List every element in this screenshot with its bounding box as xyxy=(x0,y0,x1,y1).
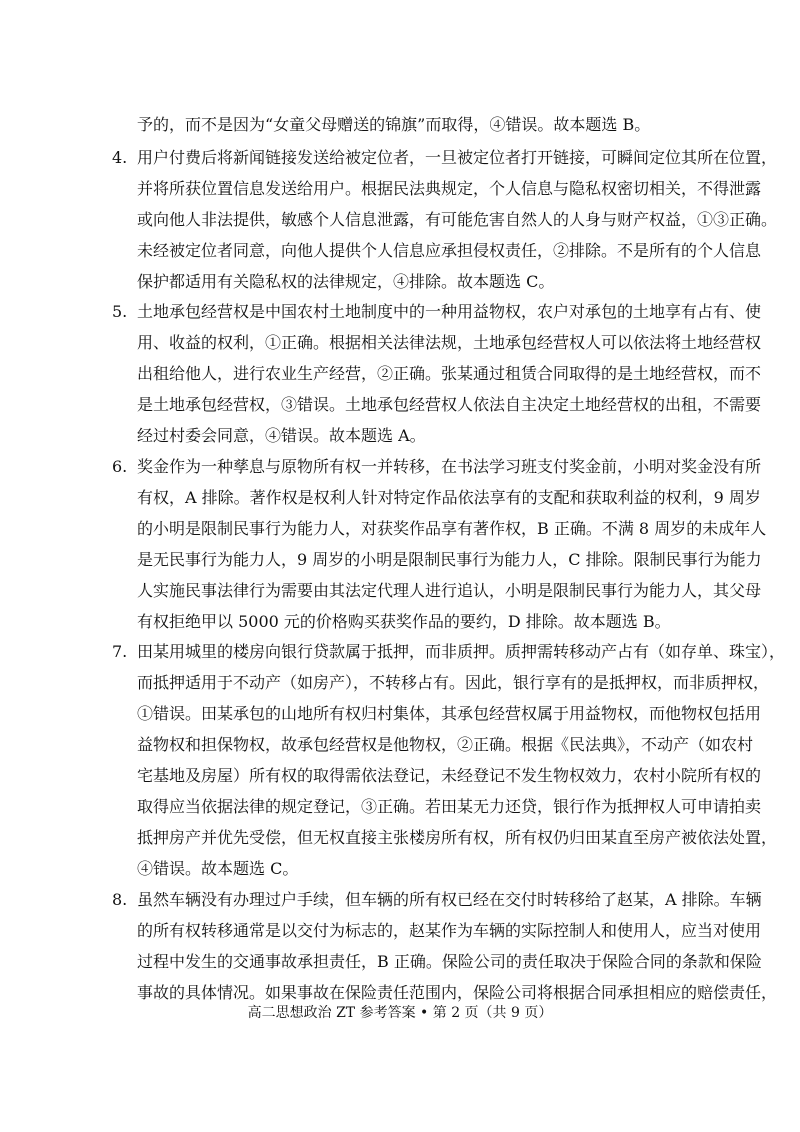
item-line: 抵押房产并优先受偿，但无权直接主张楼房所有权，所有权仍归田某直至房产被依法处置， xyxy=(137,828,778,847)
item-number: 4. xyxy=(112,148,128,167)
item-line: 田某用城里的楼房向银行贷款属于抵押，而非质押。质押需转移动产占有（如存单、珠宝）， xyxy=(137,642,786,661)
item-number: 8. xyxy=(112,890,128,909)
answer-item-6 xyxy=(112,451,767,637)
item-line: 用户付费后将新闻链接发送给被定位者，一旦被定位者打开链接，可瞬间定位其所在位置， xyxy=(137,148,778,167)
item-line: 虽然车辆没有办理过户手续，但车辆的所有权已经在交付时转移给了赵某，A 排除。车辆 xyxy=(137,890,762,909)
item-line: 宅基地及房屋）所有权的取得需依法登记，未经登记不发生物权效力，农村小院所有权的 xyxy=(137,766,762,785)
item-line: 有权，A 排除。著作权是权利人针对特定作品依法享有的支配和获取利益的权利，9 周岁 xyxy=(137,488,761,507)
item-line: 经过村委会同意，④错误。故本题选 A。 xyxy=(137,426,426,445)
item-line: 而抵押适用于不动产（如房产），不转移占有。因此，银行享有的是抵押权，而非质押权， xyxy=(137,673,770,692)
item-line: 取得应当依据法律的规定登记，③正确。若田某无力还贷，银行作为抵押权人可申请拍卖 xyxy=(137,797,762,816)
item-number: 7. xyxy=(112,642,128,661)
item-line: 土地承包经营权是中国农村土地制度中的一种用益物权，农户对承包的土地享有占有、使 xyxy=(137,302,762,321)
item-line: 有权拒绝甲以 5000 元的价格购买获奖作品的要约，D 排除。故本题选 B。 xyxy=(137,612,671,631)
item-line: 是土地承包经营权，③错误。土地承包经营权人依法自主决定土地经营权的出租，不需要 xyxy=(137,395,762,414)
page-footer: 高二思想政治 ZT 参考答案 • 第 2 页（共 9 页） xyxy=(247,1005,553,1021)
answer-item-7 xyxy=(112,636,786,884)
answer-item-4 xyxy=(112,142,778,297)
item-line: 并将所获位置信息发送给用户。根据民法典规定，个人信息与隐私权密切相关，不得泄露 xyxy=(137,179,762,198)
item-line: 保护都适用有关隐私权的法律规定，④排除。故本题选 C。 xyxy=(137,272,555,291)
item-line: ④错误。故本题选 C。 xyxy=(137,859,299,878)
item-line: ①错误。田某承包的山地所有权归村集体，其承包经营权属于用益物权，而他物权包括用 xyxy=(137,704,762,723)
answer-item-5 xyxy=(112,296,762,451)
item-line: 益物权和担保物权，故承包经营权是他物权，②正确。根据《民法典》，不动产（如农村 xyxy=(137,735,754,754)
item-line: 过程中发生的交通事故承担责任，B 正确。保险公司的责任取决于保险合同的条款和保险 xyxy=(137,952,762,971)
item-line: 的小明是限制民事行为能力人，对获奖作品享有著作权，B 正确。不满 8 周岁的未成年人 xyxy=(137,519,767,538)
continued-paragraph: 予的，而不是因为“女童父母赠送的锦旗”而取得，④错误。故本题选 B。 xyxy=(137,115,651,134)
answer-item-8 xyxy=(112,884,778,1008)
item-number: 5. xyxy=(112,302,128,321)
item-line: 事故的具体情况。如果事故在保险责任范围内，保险公司将根据合同承担相应的赔偿责任， xyxy=(137,983,778,1002)
item-line: 用、收益的权利，①正确。根据相关法律法规，土地承包经营权人可以依法将土地经营权 xyxy=(137,333,762,352)
item-number: 6. xyxy=(112,457,128,476)
item-line: 未经被定位者同意，向他人提供个人信息应承担侵权责任，②排除。不是所有的个人信息 xyxy=(137,241,762,260)
item-line: 的所有权转移通常是以交付为标志的，赵某作为车辆的实际控制人和使用人，应当对使用 xyxy=(137,921,762,940)
item-line: 人实施民事法律行为需要由其法定代理人进行追认，小明是限制民事行为能力人，其父母 xyxy=(137,581,762,600)
item-line: 奖金作为一种孳息与原物所有权一并转移，在书法学习班支付奖金前，小明对奖金没有所 xyxy=(137,457,762,476)
item-line: 出租给他人，进行农业生产经营，②正确。张某通过租赁合同取得的是土地经营权，而不 xyxy=(137,364,762,383)
item-line: 或向他人非法提供，敏感个人信息泄露，有可能危害自然人的人身与财产权益，①③正确。 xyxy=(137,210,778,229)
item-line: 是无民事行为能力人，9 周岁的小明是限制民事行为能力人，C 排除。限制民事行为能力 xyxy=(137,550,762,569)
